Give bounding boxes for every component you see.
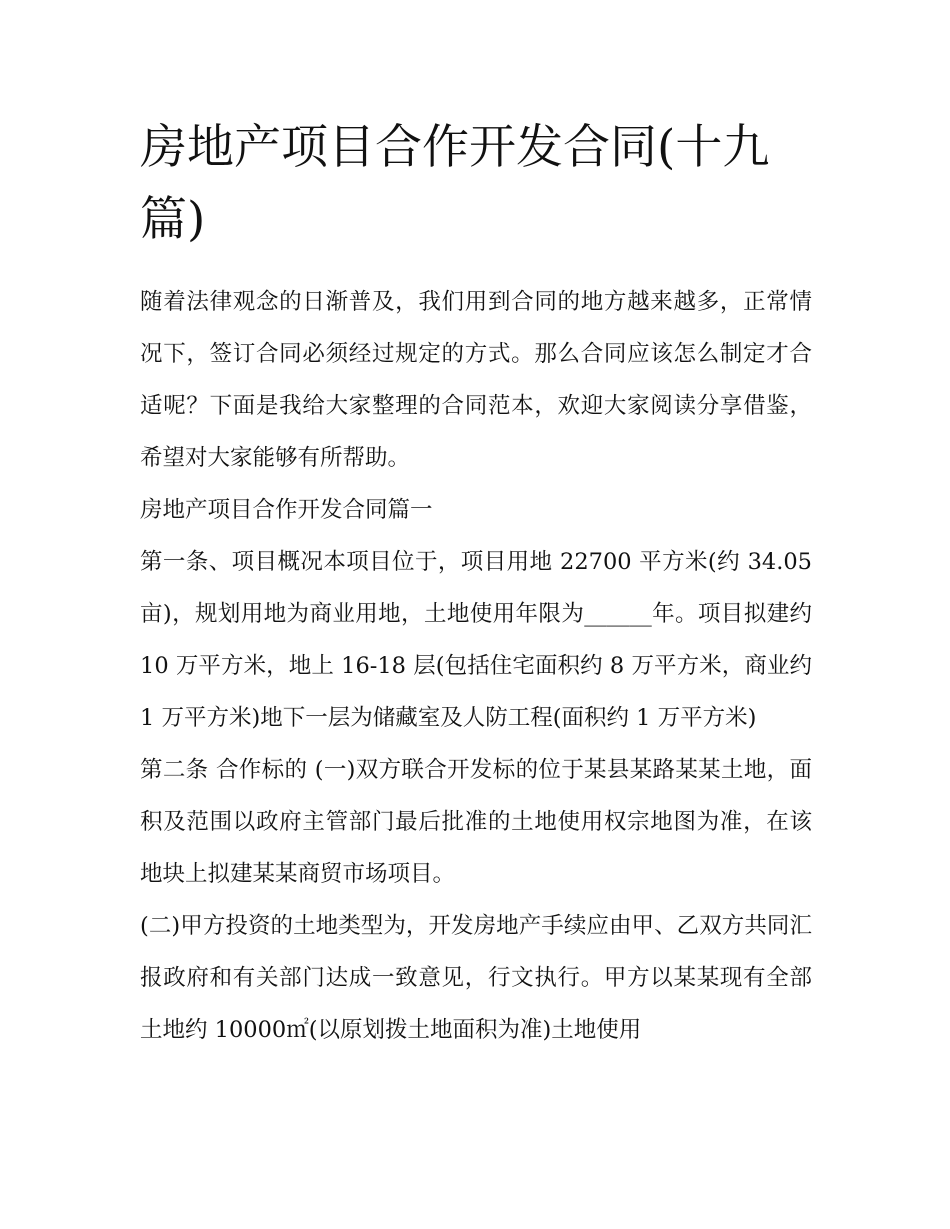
article-two-clause-paragraph: (二)甲方投资的土地类型为，开发房地产手续应由甲、乙双方共同汇报政府和有关部门达成一致意见，行文执行。甲方以某某现有全部土地约 10000㎡(以原划拨土地面积为准)土地使用 [140, 913, 812, 1043]
section-heading: 房地产项目合作开发合同篇一 [140, 497, 433, 523]
document-body [140, 112, 812, 1056]
document-title: 房地产项目合作开发合同(十九篇) [140, 120, 770, 247]
intro-paragraph: 随着法律观念的日渐普及，我们用到合同的地方越来越多，正常情况下，签订合同必须经过规定的方式。那么合同应该怎么制定才合适呢？下面是我给大家整理的合同范本，欢迎大家阅读分享借鉴，希望对大家能够有所帮助。 [140, 289, 812, 471]
article-two-paragraph: 第二条 合作标的 (一)双方联合开发标的位于某县某路某某土地，面积及范围以政府主管部门最后批准的土地使用权宗地图为准，在该地块上拟建某某商贸市场项目。 [140, 757, 812, 887]
article-one-paragraph: 第一条、项目概况本项目位于，项目用地 22700 平方米(约 34.05 亩)，规划用地为商业用地，土地使用年限为______年。项目拟建约 10 万平方米，地上 16-18 层(包括住宅面积约 8 万平方米，商业约 1 万平方米)地下一层为储藏室及人防工程(面积约 1 万平方米) [140, 549, 812, 731]
